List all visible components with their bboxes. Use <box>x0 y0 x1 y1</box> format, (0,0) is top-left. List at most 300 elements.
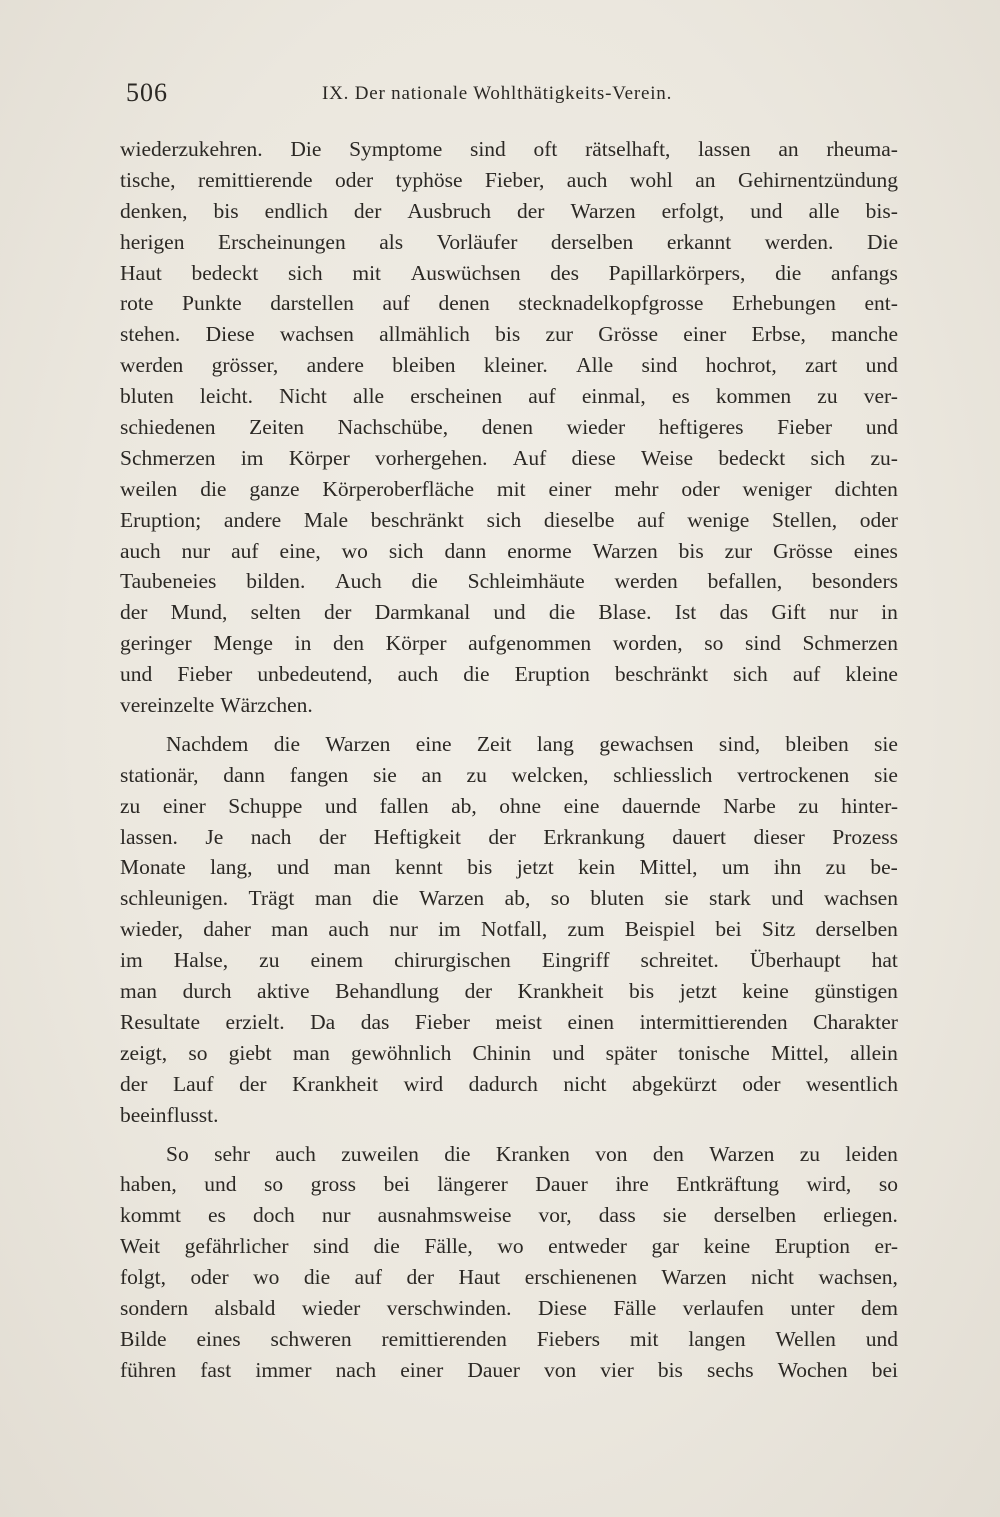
word: stecknadelkopfgrosse <box>518 291 704 316</box>
word: in <box>881 600 898 625</box>
word: werden <box>120 353 184 378</box>
word: Wochen <box>777 1357 848 1382</box>
word: So <box>166 1141 189 1166</box>
word: Grösse <box>598 322 658 347</box>
word: kennt <box>395 855 443 880</box>
word: Sitz <box>761 917 796 942</box>
word: geringer <box>120 631 192 656</box>
word: bis <box>213 198 239 223</box>
word: sind <box>313 1234 349 1259</box>
word: Mund, <box>170 600 228 625</box>
word: wenige <box>687 507 750 532</box>
text-line <box>120 945 898 976</box>
word: Diese <box>205 322 255 347</box>
word: wo <box>341 538 368 563</box>
word: ausnahmsweise <box>377 1203 512 1228</box>
word: die <box>273 731 300 756</box>
word: dieser <box>753 824 805 849</box>
word: Alle <box>576 353 614 378</box>
word: endlich <box>264 198 328 223</box>
word: führen <box>120 1357 177 1382</box>
word: Eingriff <box>541 948 610 973</box>
word: tonische <box>678 1040 750 1065</box>
word: die <box>775 260 802 285</box>
word: vertrockenen <box>737 762 850 787</box>
word: hinter- <box>841 793 898 818</box>
text-line <box>120 443 898 474</box>
word: an <box>695 167 716 192</box>
word: dieselbe <box>543 507 615 532</box>
word: Stellen, <box>771 507 838 532</box>
word: Weise <box>641 445 694 470</box>
word: kein <box>578 855 616 880</box>
text-line <box>120 1100 898 1131</box>
word: Symptome <box>349 137 443 161</box>
word: und <box>120 662 153 687</box>
word: wohl <box>629 167 673 192</box>
word: Eruption <box>774 1234 850 1259</box>
word: kleiner. <box>483 353 548 378</box>
word: entweder <box>548 1234 627 1259</box>
word: Erhebungen <box>732 291 836 316</box>
word: bleiben <box>392 353 456 378</box>
word: giebt <box>228 1040 272 1065</box>
word: Auf <box>512 445 547 470</box>
word: Ausbruch <box>407 198 491 223</box>
word: allein <box>850 1040 898 1065</box>
word: sie <box>664 886 689 911</box>
word: Nachschübe, <box>337 415 449 440</box>
word: gefährlicher <box>184 1234 289 1259</box>
word: einer <box>683 322 727 347</box>
word: den <box>652 1141 684 1166</box>
word: Male <box>303 507 349 532</box>
word: und <box>750 198 783 223</box>
word: daher <box>203 917 251 942</box>
word: sie <box>874 762 898 787</box>
word: dass <box>598 1203 636 1228</box>
word: eines <box>196 1326 241 1351</box>
word: nicht <box>563 1071 607 1096</box>
word: bleiben <box>785 731 849 756</box>
word: Narbe <box>723 793 776 818</box>
word: zu <box>799 1141 820 1166</box>
word: denken, <box>120 198 188 223</box>
word: erfolgt, <box>661 198 725 223</box>
word: sich <box>810 445 846 470</box>
word: wird <box>403 1071 444 1096</box>
word: so <box>188 1040 208 1065</box>
word: Papillarkörpers, <box>608 260 746 285</box>
word: doch <box>253 1203 295 1228</box>
text-line <box>120 505 898 536</box>
word: gar <box>651 1234 679 1259</box>
word: be- <box>870 855 898 880</box>
word: so <box>264 1172 284 1197</box>
word: leiden <box>845 1141 898 1166</box>
text-line <box>120 914 898 945</box>
word: dem <box>860 1295 898 1320</box>
word: werden. <box>764 229 834 254</box>
word: zuweilen <box>341 1141 419 1166</box>
word: Trägt <box>248 886 295 911</box>
word: Erkrankung <box>543 824 645 849</box>
word: Halse, <box>173 948 229 973</box>
word: Schmerzen <box>802 631 898 656</box>
word: Kranken <box>495 1141 570 1166</box>
word: Zeit <box>476 731 512 756</box>
paragraph <box>120 134 898 721</box>
text-line <box>120 729 898 760</box>
word: rote <box>120 291 154 316</box>
word: Krankheit <box>517 979 604 1004</box>
word: Fälle <box>613 1295 657 1320</box>
word: bei <box>383 1172 410 1197</box>
word: alle <box>353 384 385 409</box>
word: gross <box>310 1172 357 1197</box>
word: vorhergehen. <box>375 445 488 470</box>
word: wiederzukehren. <box>120 137 263 161</box>
word: wird, <box>806 1172 852 1197</box>
word: so <box>878 1172 898 1197</box>
word: die <box>411 569 438 594</box>
word: typhöse <box>395 167 463 192</box>
word: bis <box>678 538 704 563</box>
word: ihre <box>615 1172 649 1197</box>
word: sie <box>874 731 898 756</box>
word: bilden. <box>246 569 306 594</box>
word: nur <box>181 538 211 563</box>
word: schleunigen. <box>120 886 229 911</box>
word: Nachdem <box>166 731 249 756</box>
word: folgt, <box>120 1265 166 1290</box>
word: aufgenommen <box>468 631 592 656</box>
word: bis <box>495 322 521 347</box>
word: schreitet. <box>640 948 719 973</box>
word: fast <box>200 1357 232 1382</box>
word: auf <box>792 662 821 687</box>
word: ent- <box>864 291 898 316</box>
word: rheuma- <box>826 137 898 161</box>
word: Je <box>205 824 224 849</box>
word: nach <box>335 1357 377 1382</box>
text-line <box>120 227 898 258</box>
word: einmal, <box>581 384 646 409</box>
word: und <box>865 353 898 378</box>
word: Monate <box>120 855 186 880</box>
word: zu- <box>870 445 898 470</box>
word: worden, <box>612 631 683 656</box>
word: Warzen <box>419 886 485 911</box>
word: zu <box>120 793 141 818</box>
word: wieder <box>301 1295 361 1320</box>
word: sich <box>733 662 768 687</box>
word: Charakter <box>813 1009 898 1034</box>
word: derselben <box>713 1203 797 1228</box>
word: nur <box>829 600 858 625</box>
word: man <box>271 917 309 942</box>
word: Mittel, <box>770 1040 829 1065</box>
word: kommen <box>715 384 792 409</box>
word: eines <box>853 538 898 563</box>
word: einer <box>400 1357 444 1382</box>
word: unbedeutend, <box>257 662 373 687</box>
word: auf <box>528 384 556 409</box>
word: bluten <box>120 384 174 409</box>
word: Lauf <box>173 1071 214 1096</box>
word: tische, <box>120 167 176 192</box>
word: Haut <box>120 260 162 285</box>
word: zur <box>724 538 753 563</box>
word: wachsen, <box>818 1265 898 1290</box>
word: fangen <box>289 762 349 787</box>
word: zu <box>817 384 838 409</box>
word: dann <box>444 538 487 563</box>
word: bei <box>715 917 742 942</box>
text-line <box>120 258 898 289</box>
text-line <box>120 319 898 350</box>
word: Prozess <box>832 824 898 849</box>
word: Die <box>866 229 898 254</box>
word: an <box>421 762 442 787</box>
word: des <box>550 260 579 285</box>
text-line <box>120 1038 898 1069</box>
word: wieder <box>566 415 626 440</box>
word: denen <box>438 291 490 316</box>
word: weilen <box>120 476 178 501</box>
word: das <box>719 600 749 625</box>
word: beschränkt <box>614 662 709 687</box>
word: Punkte <box>182 291 242 316</box>
text-line <box>120 196 898 227</box>
word: lang <box>536 731 574 756</box>
word: zu <box>259 948 280 973</box>
word: Fiebers <box>536 1326 600 1351</box>
word: unter <box>790 1295 835 1320</box>
word: die <box>372 886 399 911</box>
word: kommt <box>120 1203 181 1228</box>
word: lassen <box>698 137 751 161</box>
word: Fieber <box>777 415 833 440</box>
word: Schleimhäute <box>467 569 585 594</box>
text-line <box>120 1169 898 1200</box>
word: Heftigkeit <box>373 824 461 849</box>
word: beeinflusst. <box>120 1102 219 1127</box>
word: Mittel, <box>639 855 698 880</box>
word: darstellen <box>270 291 354 316</box>
word: meist <box>495 1009 542 1034</box>
word: im <box>120 948 143 973</box>
word: Gehirnentzündung <box>737 167 898 192</box>
word: gewachsen <box>599 731 694 756</box>
text-line <box>120 1007 898 1038</box>
text-line <box>120 165 898 196</box>
word: Zeiten <box>249 415 305 440</box>
word: aktive <box>257 979 310 1004</box>
word: die <box>303 1265 331 1290</box>
word: denen <box>481 415 534 440</box>
text-line <box>120 760 898 791</box>
word: andere <box>306 353 364 378</box>
word: welcken, <box>511 762 589 787</box>
text-line <box>120 1324 898 1355</box>
word: vier <box>600 1357 634 1382</box>
word: Warzen <box>592 538 658 563</box>
word: und <box>865 1326 898 1351</box>
word: derselben <box>550 229 634 254</box>
word: Warzen <box>570 198 636 223</box>
word: sechs <box>707 1357 754 1382</box>
word: mit <box>352 260 382 285</box>
word: man <box>120 979 158 1004</box>
word: durch <box>182 979 232 1004</box>
word: anfangs <box>831 260 898 285</box>
word: manche <box>831 322 898 347</box>
word: schliesslich <box>613 762 713 787</box>
word: Gift <box>771 600 807 625</box>
word: Warzen <box>661 1265 727 1290</box>
word: werden <box>614 569 678 594</box>
word: Da <box>310 1009 336 1034</box>
word: vor, <box>538 1203 572 1228</box>
word: es <box>208 1203 226 1228</box>
word: bis <box>629 979 655 1004</box>
text-line <box>120 822 898 853</box>
word: zu <box>798 793 819 818</box>
word: schweren <box>270 1326 352 1351</box>
word: Dauer <box>467 1357 520 1382</box>
word: jetzt <box>679 979 717 1004</box>
text-line <box>120 536 898 567</box>
word: stationär, <box>120 762 199 787</box>
word: man <box>314 886 352 911</box>
word: hat <box>871 948 898 973</box>
text-line <box>120 1139 898 1170</box>
text-line <box>120 134 898 165</box>
paragraph-gap <box>120 721 898 729</box>
text-line <box>120 597 898 628</box>
word: erzielt. <box>225 1009 285 1034</box>
word: der <box>120 1071 148 1096</box>
word: auch <box>397 662 439 687</box>
word: besonders <box>812 569 898 594</box>
word: sind <box>745 631 781 656</box>
word: ab, <box>504 886 531 911</box>
word: bedeckt <box>718 445 786 470</box>
word: wo <box>497 1234 524 1259</box>
word: auch <box>566 167 608 192</box>
word: wieder, <box>120 917 184 942</box>
word: remittierende <box>197 167 313 192</box>
word: auch <box>120 538 161 563</box>
word: oder <box>859 507 898 532</box>
word: zum <box>567 917 605 942</box>
word: mit <box>496 476 526 501</box>
word: lang, <box>210 855 253 880</box>
word: keine <box>703 1234 751 1259</box>
word: oder <box>742 1071 781 1096</box>
word: Auswüchsen <box>410 260 521 285</box>
word: dichten <box>834 476 898 501</box>
word: an <box>778 137 799 161</box>
word: Warzen <box>709 1141 775 1166</box>
word: mehr <box>614 476 659 501</box>
word: dauert <box>672 824 727 849</box>
word: sind <box>641 353 678 378</box>
word: Grösse <box>773 538 833 563</box>
word: fallen <box>379 793 429 818</box>
word: von <box>543 1357 577 1382</box>
word: Chinin <box>472 1040 532 1065</box>
word: Eruption <box>514 662 590 687</box>
word: Blase. <box>598 600 652 625</box>
word: später <box>605 1040 657 1065</box>
word: eine, <box>279 538 321 563</box>
word: die <box>444 1141 471 1166</box>
word: immer <box>255 1357 312 1382</box>
word: allmählich <box>379 322 470 347</box>
word: ihn <box>773 855 802 880</box>
word: das <box>360 1009 390 1034</box>
word: Körper <box>385 631 447 656</box>
word: verschwinden. <box>386 1295 512 1320</box>
word: man <box>292 1040 330 1065</box>
word: befallen, <box>707 569 783 594</box>
word: zart <box>805 353 838 378</box>
word: nach <box>250 824 292 849</box>
word: der <box>517 198 545 223</box>
word: die <box>463 662 490 687</box>
word: wachsen <box>279 322 354 347</box>
word: wo <box>253 1265 280 1290</box>
word: auf <box>231 538 259 563</box>
word: Menge <box>213 631 273 656</box>
word: dauernde <box>621 793 701 818</box>
word: wesentlich <box>806 1071 898 1096</box>
word: Bilde <box>120 1326 167 1351</box>
word: bedeckt <box>191 260 259 285</box>
word: den <box>332 631 364 656</box>
word: in <box>294 631 312 656</box>
word: wachsen <box>823 886 898 911</box>
text-line <box>120 883 898 914</box>
word: von <box>595 1141 628 1166</box>
word: alle <box>808 198 840 223</box>
word: weniger <box>742 476 812 501</box>
word: Körper <box>288 445 350 470</box>
word: gewöhnlich <box>351 1040 452 1065</box>
word: Fieber, <box>484 167 545 192</box>
word: erschienenen <box>524 1265 637 1290</box>
word: herigen <box>120 229 185 254</box>
word: vereinzelte <box>120 693 215 718</box>
word: abgekürzt <box>631 1071 717 1096</box>
word: Körperoberfläche <box>322 476 475 501</box>
word: bei <box>871 1357 898 1382</box>
word: eine <box>415 731 452 756</box>
word: erscheinen <box>410 384 503 409</box>
word: dann <box>223 762 266 787</box>
word: auf <box>382 291 410 316</box>
word: der <box>464 979 493 1004</box>
word: sie <box>372 762 397 787</box>
word: Fälle, <box>424 1234 473 1259</box>
word: so <box>704 631 724 656</box>
word: Wärzchen. <box>220 693 313 718</box>
word: Darmkanal <box>374 600 471 625</box>
word: diese <box>571 445 616 470</box>
word: intermittierenden <box>639 1009 788 1034</box>
